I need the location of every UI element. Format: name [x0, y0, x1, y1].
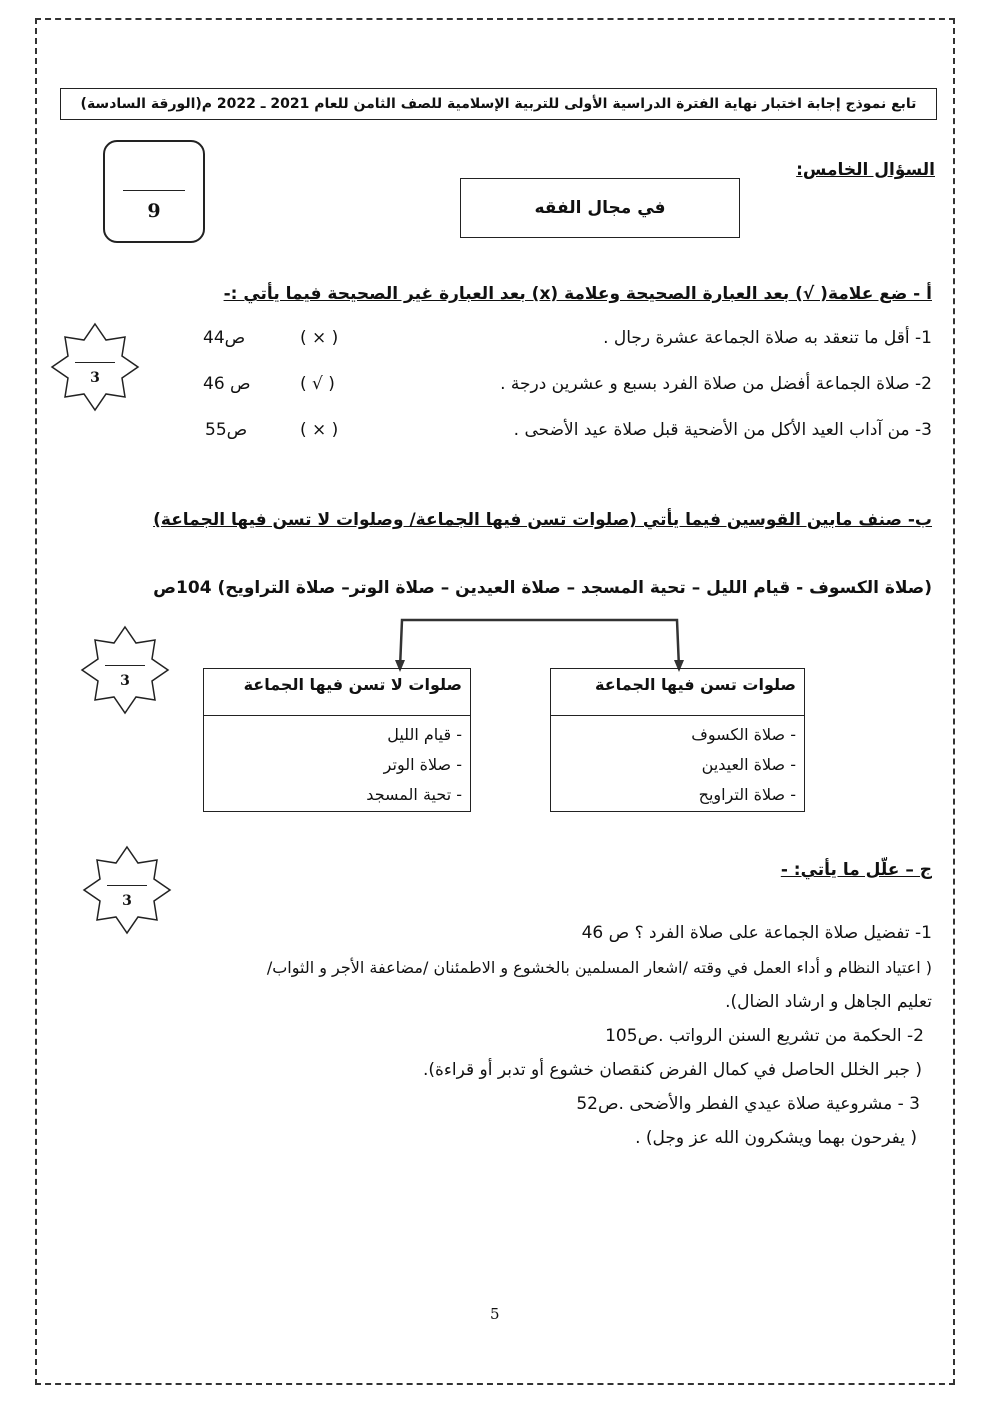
part-a-heading: أ - ضع علامة( √) بعد العبارة الصحيحة وعلامة (x) بعد العبارة غير الصحيحة فيما يأتي :-	[223, 284, 932, 304]
list-item: - صلاة التراويح	[698, 785, 796, 804]
without-jamaah-box	[203, 668, 471, 812]
star-icon	[82, 845, 172, 935]
list-item: - صلاة الكسوف	[691, 725, 796, 744]
page-ref-2: ص 46	[203, 374, 251, 394]
score-star-b: 3	[80, 625, 170, 715]
part-c-line: ( اعتياد النظام و أداء العمل في وقته /اشعار المسلمين بالخشوع و الاطمئنان /مضاعفة الأجر و الثواب/	[266, 958, 932, 977]
part-c-line: 2- الحكمة من تشريع السنن الرواتب .ص105	[605, 1026, 924, 1046]
total-score: 9	[147, 200, 161, 222]
page-header: تابع نموذج إجابة اختبار نهاية الفترة الدراسية الأولى للتربية الإسلامية للصف الثامن للعام 2021 ـ 2022 م(الورقة السادسة)	[60, 88, 937, 120]
without-jamaah-title: صلوات لا تسن فيها الجماعة	[204, 669, 470, 716]
part-c-line: ( جبر الخلل الحاصل في كمال الفرض كنقصان خشوع أو تدبر أو قراءة).	[422, 1060, 922, 1080]
score-star-a: 3	[50, 322, 140, 412]
page-ref-3: ص55	[205, 420, 248, 440]
list-item: - صلاة العيدين	[701, 755, 796, 774]
part-c-line: تعليم الجاهل و ارشاد الضال).	[725, 992, 932, 1012]
list-item: - تحية المسجد	[366, 785, 462, 804]
star-icon	[80, 625, 170, 715]
page-number: 5	[490, 1305, 500, 1323]
with-jamaah-title: صلوات تسن فيها الجماعة	[551, 669, 804, 716]
list-item: - صلاة الوتر	[383, 755, 462, 774]
answer-1: ( × )	[300, 328, 339, 348]
section-title: في مجال الفقه	[460, 178, 740, 238]
list-item: - قيام الليل	[387, 725, 462, 744]
with-jamaah-box	[550, 668, 805, 812]
part-a-item-2: 2- صلاة الجماعة أفضل من صلاة الفرد بسبع و عشرين درجة .	[500, 374, 932, 394]
part-c-line: 1- تفضيل صلاة الجماعة على صلاة الفرد ؟ ص 46	[581, 923, 932, 943]
part-b-heading: ب- صنف مابين القوسين فيما يأتي (صلوات تسن فيها الجماعة/ وصلوات لا تسن فيها الجماعة)	[153, 510, 932, 530]
answer-2: ( √ )	[300, 374, 335, 394]
part-c-line: 3 - مشروعية صلاة عيدي الفطر والأضحى .ص52	[576, 1094, 920, 1114]
score-star-c: 3	[82, 845, 172, 935]
part-a-item-3: 3- من آداب العيد الأكل من الأضحية قبل صلاة عيد الأضحى .	[513, 420, 932, 440]
question-title: السؤال الخامس:	[796, 160, 935, 180]
answer-3: ( × )	[300, 420, 339, 440]
part-a-item-1: 1- أقل ما تنعقد به صلاة الجماعة عشرة رجال .	[603, 328, 932, 348]
part-c-line: ( يفرحون بهما ويشكرون الله عز وجل) .	[635, 1128, 917, 1148]
part-b-list: (صلاة الكسوف - قيام الليل – تحية المسجد – صلاة العيدين – صلاة الوتر– صلاة التراويح) 104ص	[153, 578, 932, 598]
part-c-heading: ج – علّل ما يأتي: -	[780, 860, 932, 880]
page-ref-1: ص44	[203, 328, 246, 348]
classification-arrows	[0, 0, 992, 700]
